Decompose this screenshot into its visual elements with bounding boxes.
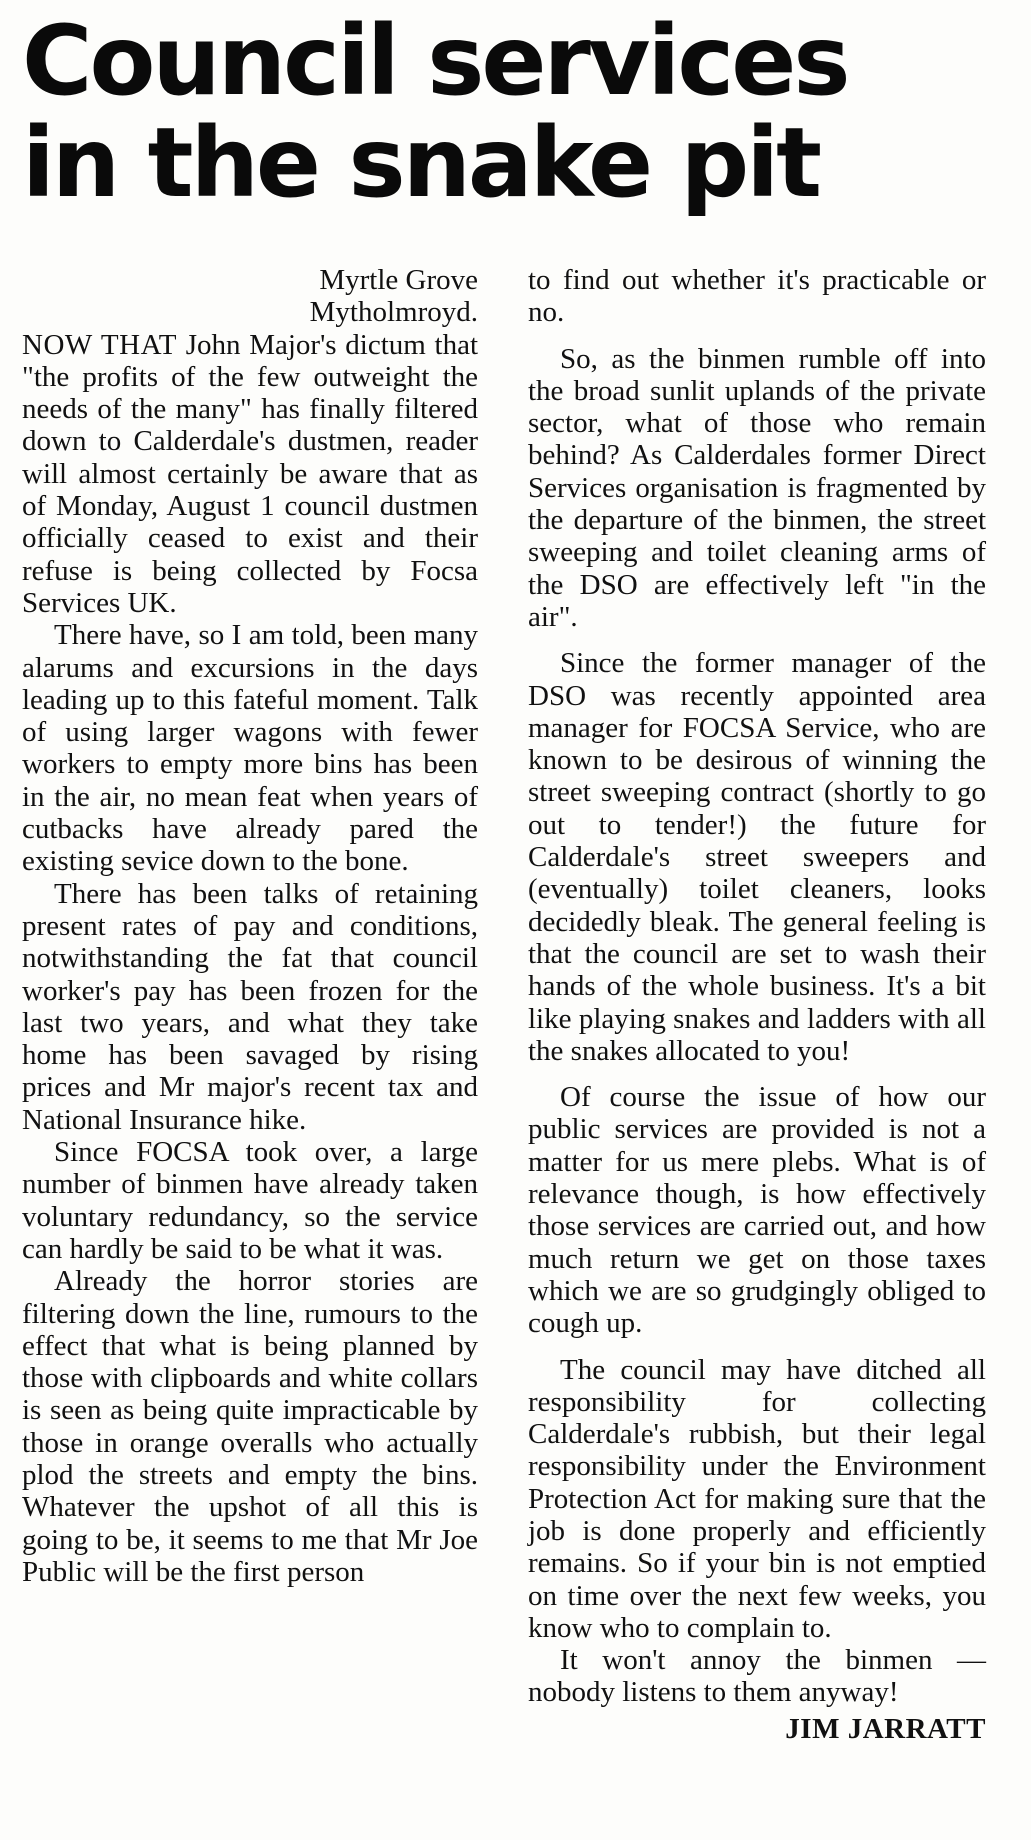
paragraph-redundancy: Since FOCSA took over, a large number of binmen have already taken voluntary redundancy, so the service can hardly be said to be what it was. xyxy=(22,1136,478,1265)
right-column xyxy=(528,264,986,1745)
headline-line-2: in the snake pit xyxy=(22,107,820,219)
paragraph-public-services: Of course the issue of how our public services are provided is not a matter for us mere plebs. What is of relevance though, is how effectively those services are carried out, and how much return we get on those taxes which we are so grudgingly obliged to cough up. xyxy=(528,1081,986,1340)
headline xyxy=(22,5,1012,219)
left-column xyxy=(22,264,478,1588)
author-signature: JIM JARRATT xyxy=(785,1712,986,1745)
address-line-1: Myrtle Grove xyxy=(319,264,478,296)
paragraph-closing: It won't annoy the binmen — nobody listens to them anyway! xyxy=(528,1644,986,1709)
paragraph-former-manager: Since the former manager of the DSO was recently appointed area manager for FOCSA Service, who are known to be desirous of winning the street sweeping contract (shortly to go out to tender!) the future for Calderdale's street sweepers and (eventually) toilet cleaners, looks decidedly bleak. The general feeling is that the council are set to wash their hands of the whole business. It's a bit like playing snakes and ladders with all the snakes allocated to you! xyxy=(528,647,986,1067)
paragraph-opening xyxy=(22,329,478,620)
paragraph-pay-conditions: There has been talks of retaining present rates of pay and conditions, notwithstanding the fat that council worker's pay has been frozen for the last two years, and what they take home has been savaged by rising prices and Mr major's recent tax and National Insurance hike. xyxy=(22,877,478,1136)
paragraph-horror-stories: Already the horror stories are filtering down the line, rumours to the effect that what is being planned by those with clipboards and white collars is seen as being quite impracticable by those in orange overalls who actually plod the streets and empty the bins. Whatever the upshot of all this is going to be, it seems to me that Mr Joe Public will be the first person xyxy=(22,1265,478,1588)
paragraph-binmen-rumble: So, as the binmen rumble off into the broad sunlit uplands of the private sector, what of those who remain behind? As Calderdales former Direct Services organisation is fragmented by the departure of the binmen, the street sweeping and toilet cleaning arms of the DSO are effectively left "in the air". xyxy=(528,342,986,633)
opening-text: John Major's dictum that "the profits of the few outweight the needs of the many" has finally filtered down to Calderdale's dustmen, reader will almost certainly be aware that as of Monday, August 1 council dustmen officially ceased to exist and their refuse is being collected by Focsa Services UK. xyxy=(22,328,478,619)
paragraph-continuation: to find out whether it's practicable or no. xyxy=(528,264,986,329)
paragraph-alarums: There have, so I am told, been many alarums and excursions in the days leading up to this fateful moment. Talk of using larger wagons with fewer workers to empty more bins has been in the air, no mean feat when years of cutbacks have already pared the existing sevice down to the bone. xyxy=(22,619,478,878)
address-line-2: Mytholmroyd. xyxy=(309,296,478,329)
sender-address xyxy=(22,264,478,329)
paragraph-legal-responsibility: The council may have ditched all responsibility for collecting Calderdale's rubbish, but their legal responsibility under the Environment Protection Act for making sure that the job is done properly and efficiently remains. So if your bin is not emptied on time over the next few weeks, you know who to complain to. xyxy=(528,1353,986,1644)
headline-line-1: Council services xyxy=(22,5,848,117)
opening-lead-words: NOW THAT xyxy=(22,328,178,361)
